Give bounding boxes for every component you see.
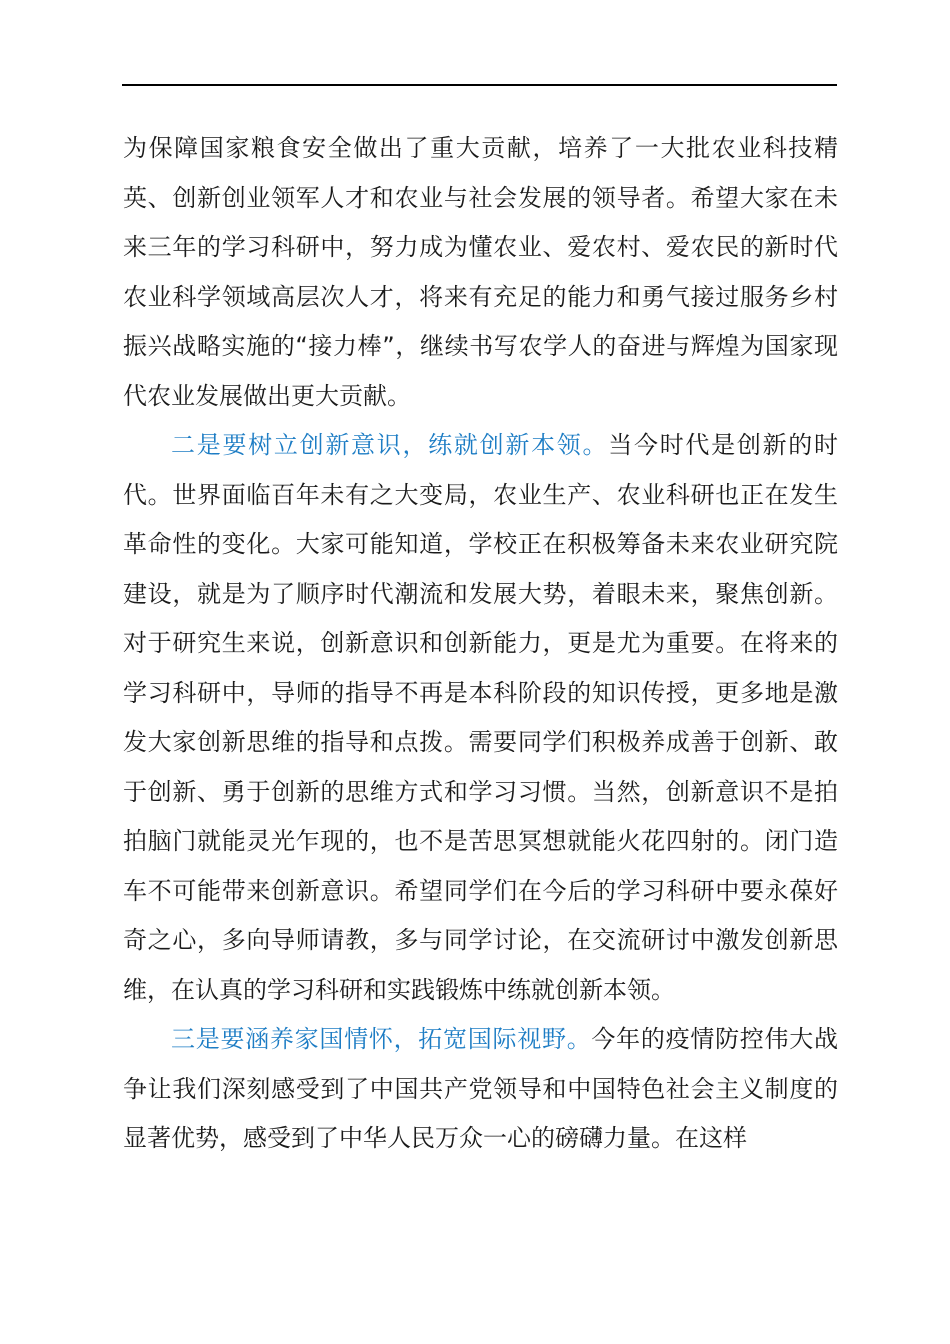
- paragraph-1-text: 为保障国家粮食安全做出了重大贡献，培养了一大批农业科技精英、创新创业领军人才和农业与社会发展的领导者。希望大家在未来三年的学习科研中，努力成为懂农业、爱农村、爱农民的新时代农业科学领域高层次人才，将来有充足的能力和勇气接过服务乡村振兴战略实施的“接力棒”，继续书写农学人的奋进与辉煌为国家现代农业发展做出更大贡献。: [123, 134, 838, 410]
- paragraph-3-heading: 三是要涵养家国情怀，拓宽国际视野。: [171, 1025, 592, 1053]
- paragraph-1: [123, 124, 838, 421]
- paragraph-2: [123, 421, 838, 1015]
- document-body: [123, 124, 838, 1164]
- paragraph-3: [123, 1015, 838, 1164]
- paragraph-2-heading: 二是要树立创新意识，练就创新本领。: [171, 431, 609, 459]
- header-rule: [122, 84, 837, 86]
- paragraph-3-text: 今年的疫情防控伟大战争让我们深刻感受到了中国共产党领导和中国特色社会主义制度的显著优势，感受到了中华人民万众一心的磅礴力量。在这样: [123, 1025, 838, 1152]
- paragraph-2-text: 当今时代是创新的时代。世界面临百年未有之大变局，农业生产、农业科研也正在发生革命性的变化。大家可能知道，学校正在积极筹备未来农业研究院建设，就是为了顺序时代潮流和发展大势，着眼未来，聚焦创新。对于研究生来说，创新意识和创新能力，更是尤为重要。在将来的学习科研中，导师的指导不再是本科阶段的知识传授，更多地是激发大家创新思维的指导和点拨。需要同学们积极养成善于创新、敢于创新、勇于创新的思维方式和学习习惯。当然，创新意识不是拍拍脑门就能灵光乍现的，也不是苦思冥想就能火花四射的。闭门造车不可能带来创新意识。希望同学们在今后的学习科研中要永葆好奇之心，多向导师请教，多与同学讨论，在交流研讨中激发创新思维，在认真的学习科研和实践锻炼中练就创新本领。: [123, 431, 839, 1004]
